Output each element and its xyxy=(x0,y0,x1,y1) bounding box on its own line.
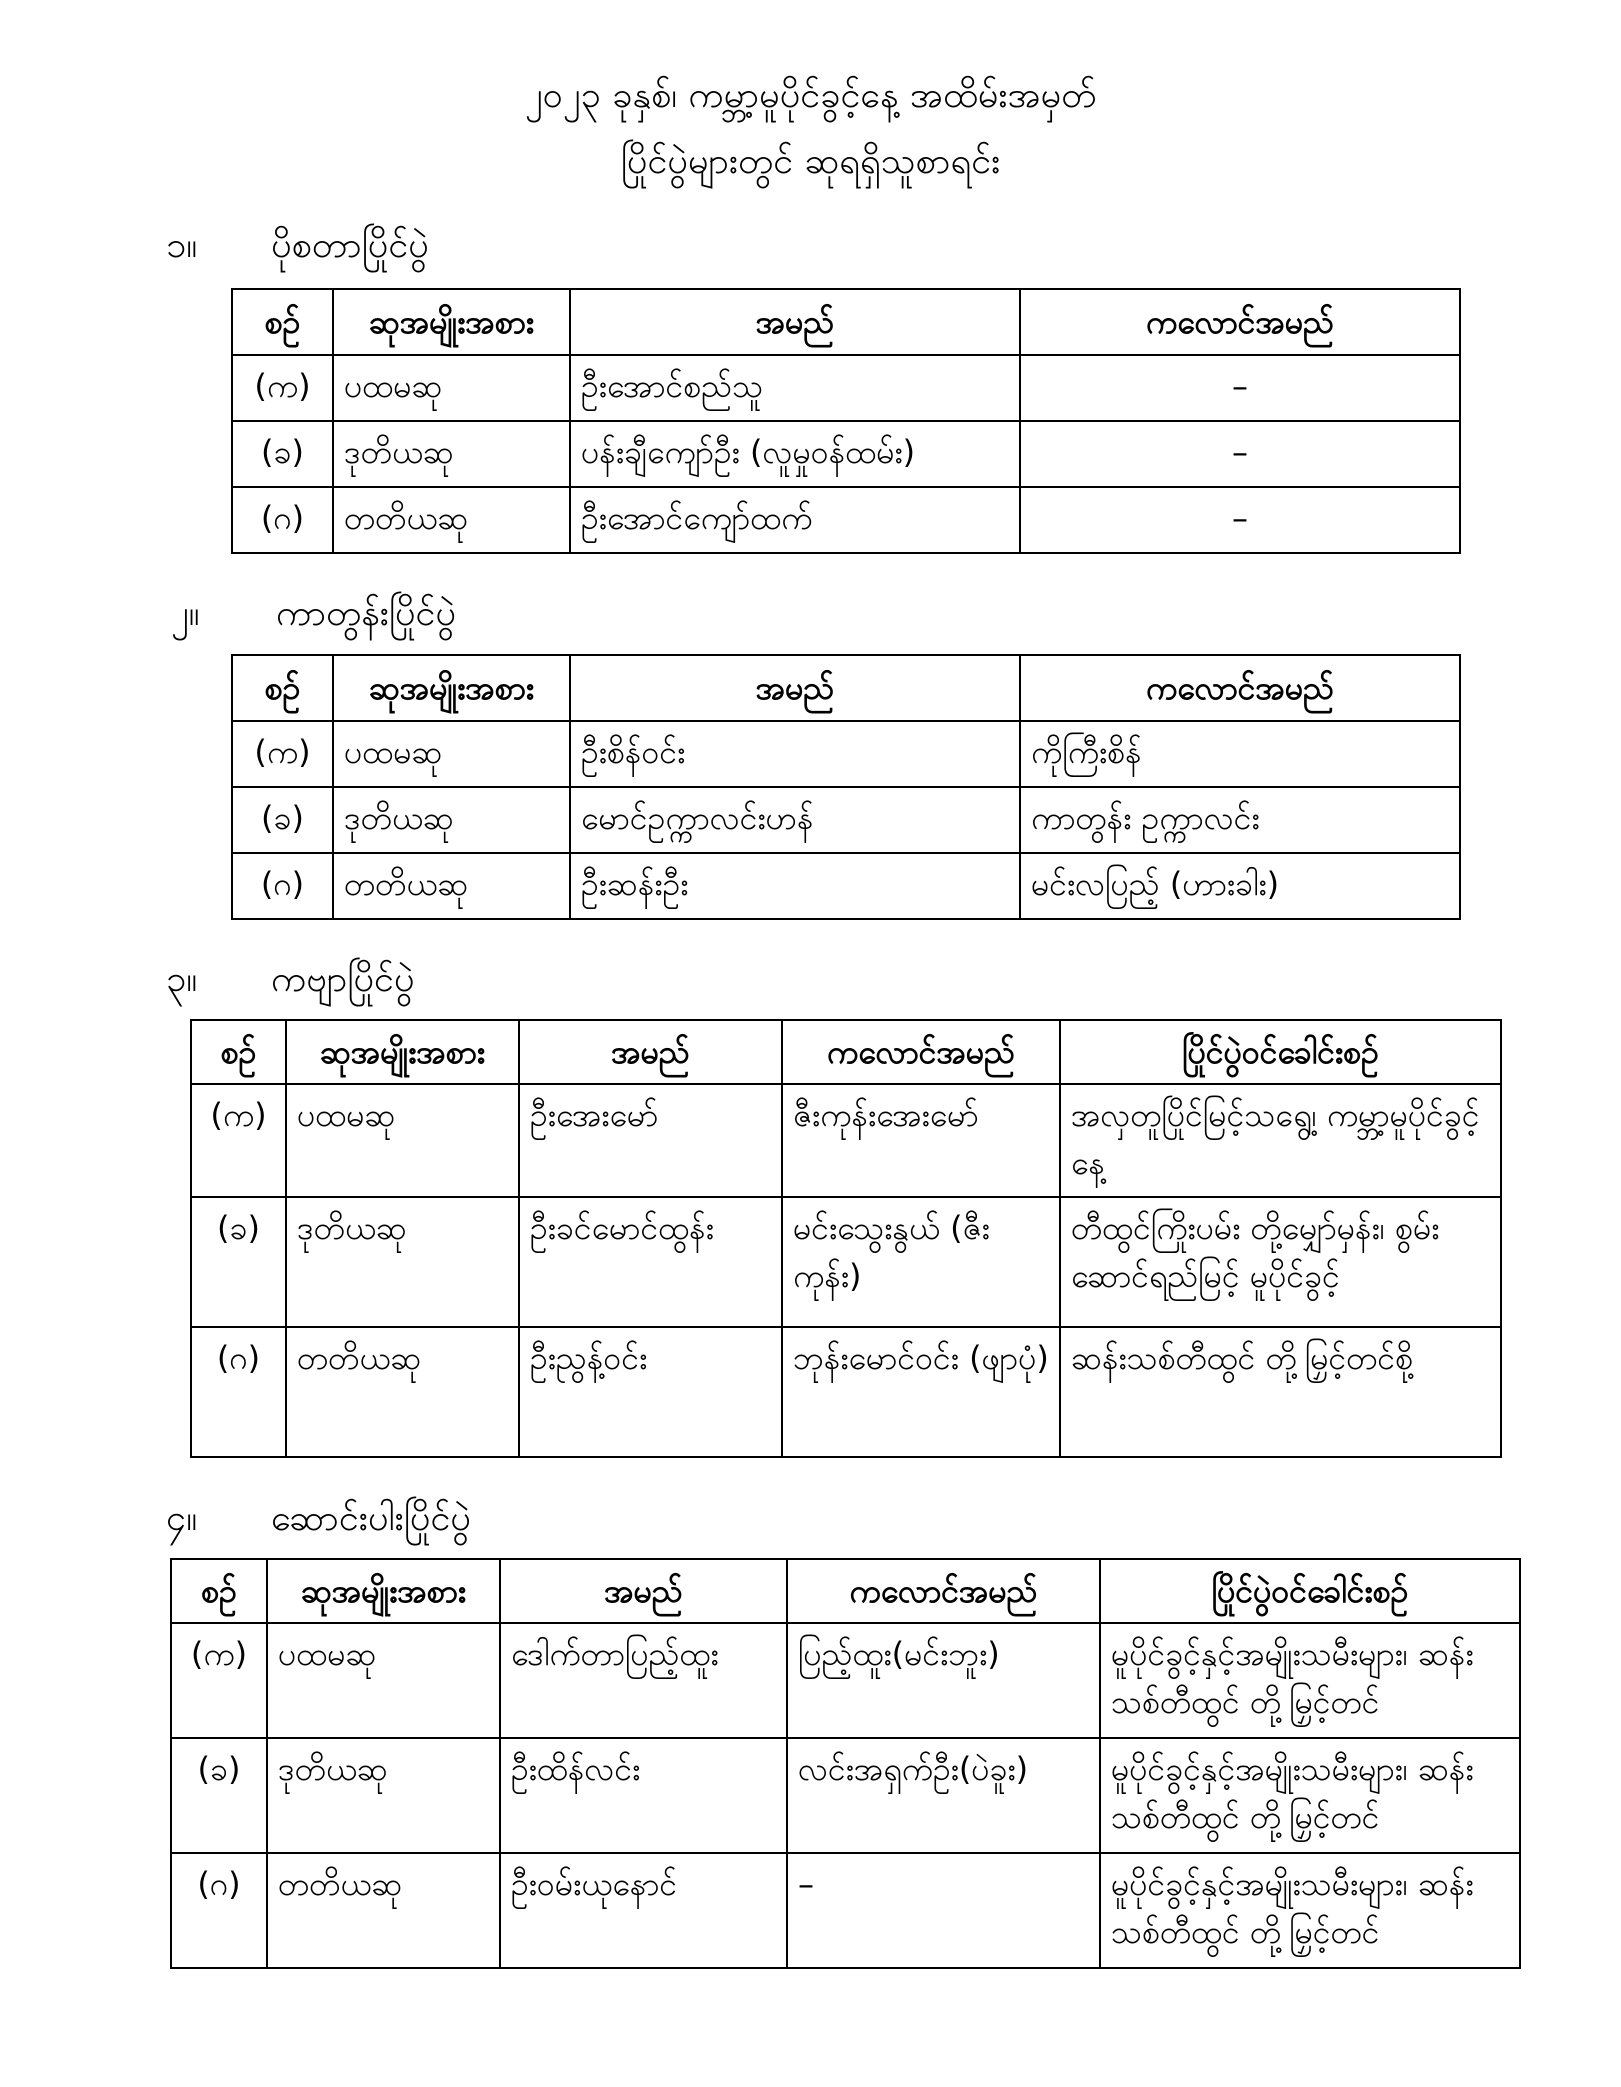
cell-no: (ခ) xyxy=(191,1197,286,1327)
table-row xyxy=(171,1623,1520,1738)
cell-pen-name: ဇီးကုန်းအေးမော် xyxy=(782,1084,1060,1197)
page-title-line-2: ပြိုင်ပွဲများတွင် ဆုရရှိသူစာရင်း xyxy=(620,141,1001,182)
table-header-row xyxy=(191,1020,1501,1084)
column-header-no: စဉ် xyxy=(191,1020,286,1084)
column-header-pen-name: ကလောင်အမည် xyxy=(787,1559,1100,1623)
cell-prize: တတိယဆု xyxy=(286,1327,519,1457)
section-number: ၂။ xyxy=(171,593,200,634)
cartoon-winners-table xyxy=(231,654,1461,920)
column-header-no: စဉ် xyxy=(232,655,333,721)
column-header-no: စဉ် xyxy=(232,289,333,355)
cell-name: ပန်းချီကျော်ဦး (လူမှုဝန်ထမ်း) xyxy=(570,421,1020,487)
cell-name: ဦးစိန်ဝင်း xyxy=(570,721,1020,787)
table-row xyxy=(171,1738,1520,1853)
table-row xyxy=(232,487,1460,553)
table-row xyxy=(232,721,1460,787)
section-number: ၃။ xyxy=(166,959,198,1000)
cell-pen-name: – xyxy=(1020,421,1460,487)
section-heading-article xyxy=(166,1497,471,1541)
cell-no: (ခ) xyxy=(232,787,333,853)
cell-no: (က) xyxy=(191,1084,286,1197)
cell-pen-name: မင်းလပြည့် (ဟားခါး) xyxy=(1020,853,1460,919)
table-row xyxy=(171,1853,1520,1968)
section-title: ဆောင်းပါးပြိုင်ပွဲ xyxy=(271,1498,471,1539)
cell-entry-title: မူပိုင်ခွင့်နှင့်အမျိုးသမီးများ၊ ဆန်းသစ်တီထွင် တို့မြှင့်တင် xyxy=(1100,1853,1520,1968)
column-header-entry-title: ပြိုင်ပွဲဝင်ခေါင်းစဉ် xyxy=(1100,1559,1520,1623)
column-header-entry-title: ပြိုင်ပွဲဝင်ခေါင်းစဉ် xyxy=(1060,1020,1501,1084)
column-header-pen-name: ကလောင်အမည် xyxy=(782,1020,1060,1084)
section-title: ပိုစတာပြိုင်ပွဲ xyxy=(271,225,429,266)
column-header-name: အမည် xyxy=(570,655,1020,721)
section-heading-poetry xyxy=(166,958,414,1002)
cell-pen-name: – xyxy=(787,1853,1100,1968)
column-header-name: အမည် xyxy=(570,289,1020,355)
page-title-line-1: ၂၀၂၃ ခုနှစ်၊ ကမ္ဘာ့မူပိုင်ခွင့်နေ့ အထိမ်းအမှတ် xyxy=(524,75,1097,116)
cell-pen-name: ကာတွန်း ဥက္ကာလင်း xyxy=(1020,787,1460,853)
column-header-pen-name: ကလောင်အမည် xyxy=(1020,655,1460,721)
cell-no: (က) xyxy=(232,355,333,421)
cell-no: (ဂ) xyxy=(232,853,333,919)
cell-prize: ဒုတိယဆု xyxy=(333,421,570,487)
section-title: ကာတွန်းပြိုင်ပွဲ xyxy=(276,593,456,634)
cell-prize: တတိယဆု xyxy=(333,853,570,919)
column-header-name: အမည် xyxy=(519,1020,782,1084)
table-header-row xyxy=(232,655,1460,721)
column-header-pen-name: ကလောင်အမည် xyxy=(1020,289,1460,355)
cell-name: ဦးညွန့်ဝင်း xyxy=(519,1327,782,1457)
cell-name: ဒေါက်တာပြည့်ထူး xyxy=(500,1623,787,1738)
section-number: ၁။ xyxy=(166,225,198,266)
column-header-prize: ဆုအမျိုးအစား xyxy=(333,655,570,721)
cell-no: (ဂ) xyxy=(232,487,333,553)
cell-prize: ပထမဆု xyxy=(286,1084,519,1197)
cell-pen-name: – xyxy=(1020,487,1460,553)
cell-no: (ဂ) xyxy=(171,1853,267,1968)
cell-pen-name: ဘုန်းမောင်ဝင်း (ဖျာပုံ) xyxy=(782,1327,1060,1457)
cell-prize: ဒုတိယဆု xyxy=(286,1197,519,1327)
column-header-prize: ဆုအမျိုးအစား xyxy=(267,1559,500,1623)
table-row xyxy=(232,355,1460,421)
cell-prize: ပထမဆု xyxy=(333,721,570,787)
poetry-winners-table xyxy=(190,1019,1502,1458)
cell-name: ဦးအောင်ကျော်ထက် xyxy=(570,487,1020,553)
cell-no: (က) xyxy=(232,721,333,787)
cell-name: ဦးအေးမော် xyxy=(519,1084,782,1197)
cell-pen-name: ပြည့်ထူး(မင်းဘူး) xyxy=(787,1623,1100,1738)
section-number: ၄။ xyxy=(166,1498,198,1539)
column-header-name: အမည် xyxy=(500,1559,787,1623)
column-header-no: စဉ် xyxy=(171,1559,267,1623)
cell-entry-title: အလှတူပြိုင်မြင့်သရွေ့၊ ကမ္ဘာ့မူပိုင်ခွင့်နေ့ xyxy=(1060,1084,1501,1197)
article-winners-table xyxy=(170,1558,1521,1969)
cell-prize: တတိယဆု xyxy=(267,1853,500,1968)
cell-pen-name: – xyxy=(1020,355,1460,421)
cell-name: ဦးဝမ်းယုနောင် xyxy=(500,1853,787,1968)
poster-winners-table xyxy=(231,288,1461,554)
table-header-row xyxy=(171,1559,1520,1623)
cell-entry-title: မူပိုင်ခွင့်နှင့်အမျိုးသမီးများ၊ ဆန်းသစ်တီထွင် တို့မြှင့်တင် xyxy=(1100,1738,1520,1853)
table-row xyxy=(191,1327,1501,1457)
cell-entry-title: ဆန်းသစ်တီထွင် တို့မြှင့်တင်စို့ xyxy=(1060,1327,1501,1457)
cell-name: ဦးဆန်းဦး xyxy=(570,853,1020,919)
table-header-row xyxy=(232,289,1460,355)
table-row xyxy=(232,787,1460,853)
cell-prize: တတိယဆု xyxy=(333,487,570,553)
cell-no: (က) xyxy=(171,1623,267,1738)
table-row xyxy=(191,1084,1501,1197)
table-row xyxy=(232,853,1460,919)
cell-no: (ခ) xyxy=(171,1738,267,1853)
cell-name: ဦးထိန်လင်း xyxy=(500,1738,787,1853)
cell-prize: ဒုတိယဆု xyxy=(333,787,570,853)
table-row xyxy=(232,421,1460,487)
cell-pen-name: ကိုကြီးစိန် xyxy=(1020,721,1460,787)
cell-no: (ဂ) xyxy=(191,1327,286,1457)
cell-name: ဦးခင်မောင်ထွန်း xyxy=(519,1197,782,1327)
column-header-prize: ဆုအမျိုးအစား xyxy=(333,289,570,355)
cell-entry-title: မူပိုင်ခွင့်နှင့်အမျိုးသမီးများ၊ ဆန်းသစ်တီထွင် တို့မြှင့်တင် xyxy=(1100,1623,1520,1738)
cell-pen-name: မင်းသွေးနွယ် (ဇီးကုန်း) xyxy=(782,1197,1060,1327)
cell-name: မောင်ဥက္ကာလင်းဟန် xyxy=(570,787,1020,853)
section-heading-cartoon xyxy=(171,592,456,636)
section-heading-poster xyxy=(166,224,429,268)
cell-name: ဦးအောင်စည်သူ xyxy=(570,355,1020,421)
cell-prize: ပထမဆု xyxy=(267,1623,500,1738)
cell-entry-title: တီထွင်ကြိုးပမ်း တို့မျှော်မှန်း၊ စွမ်းဆောင်ရည်မြင့် မူပိုင်ခွင့် xyxy=(1060,1197,1501,1327)
section-title: ကဗျာပြိုင်ပွဲ xyxy=(271,959,415,1000)
cell-pen-name: လင်းအရှက်ဦး(ပဲခူး) xyxy=(787,1738,1100,1853)
cell-no: (ခ) xyxy=(232,421,333,487)
column-header-prize: ဆုအမျိုးအစား xyxy=(286,1020,519,1084)
cell-prize: ပထမဆု xyxy=(333,355,570,421)
cell-prize: ဒုတိယဆု xyxy=(267,1738,500,1853)
table-row xyxy=(191,1197,1501,1327)
